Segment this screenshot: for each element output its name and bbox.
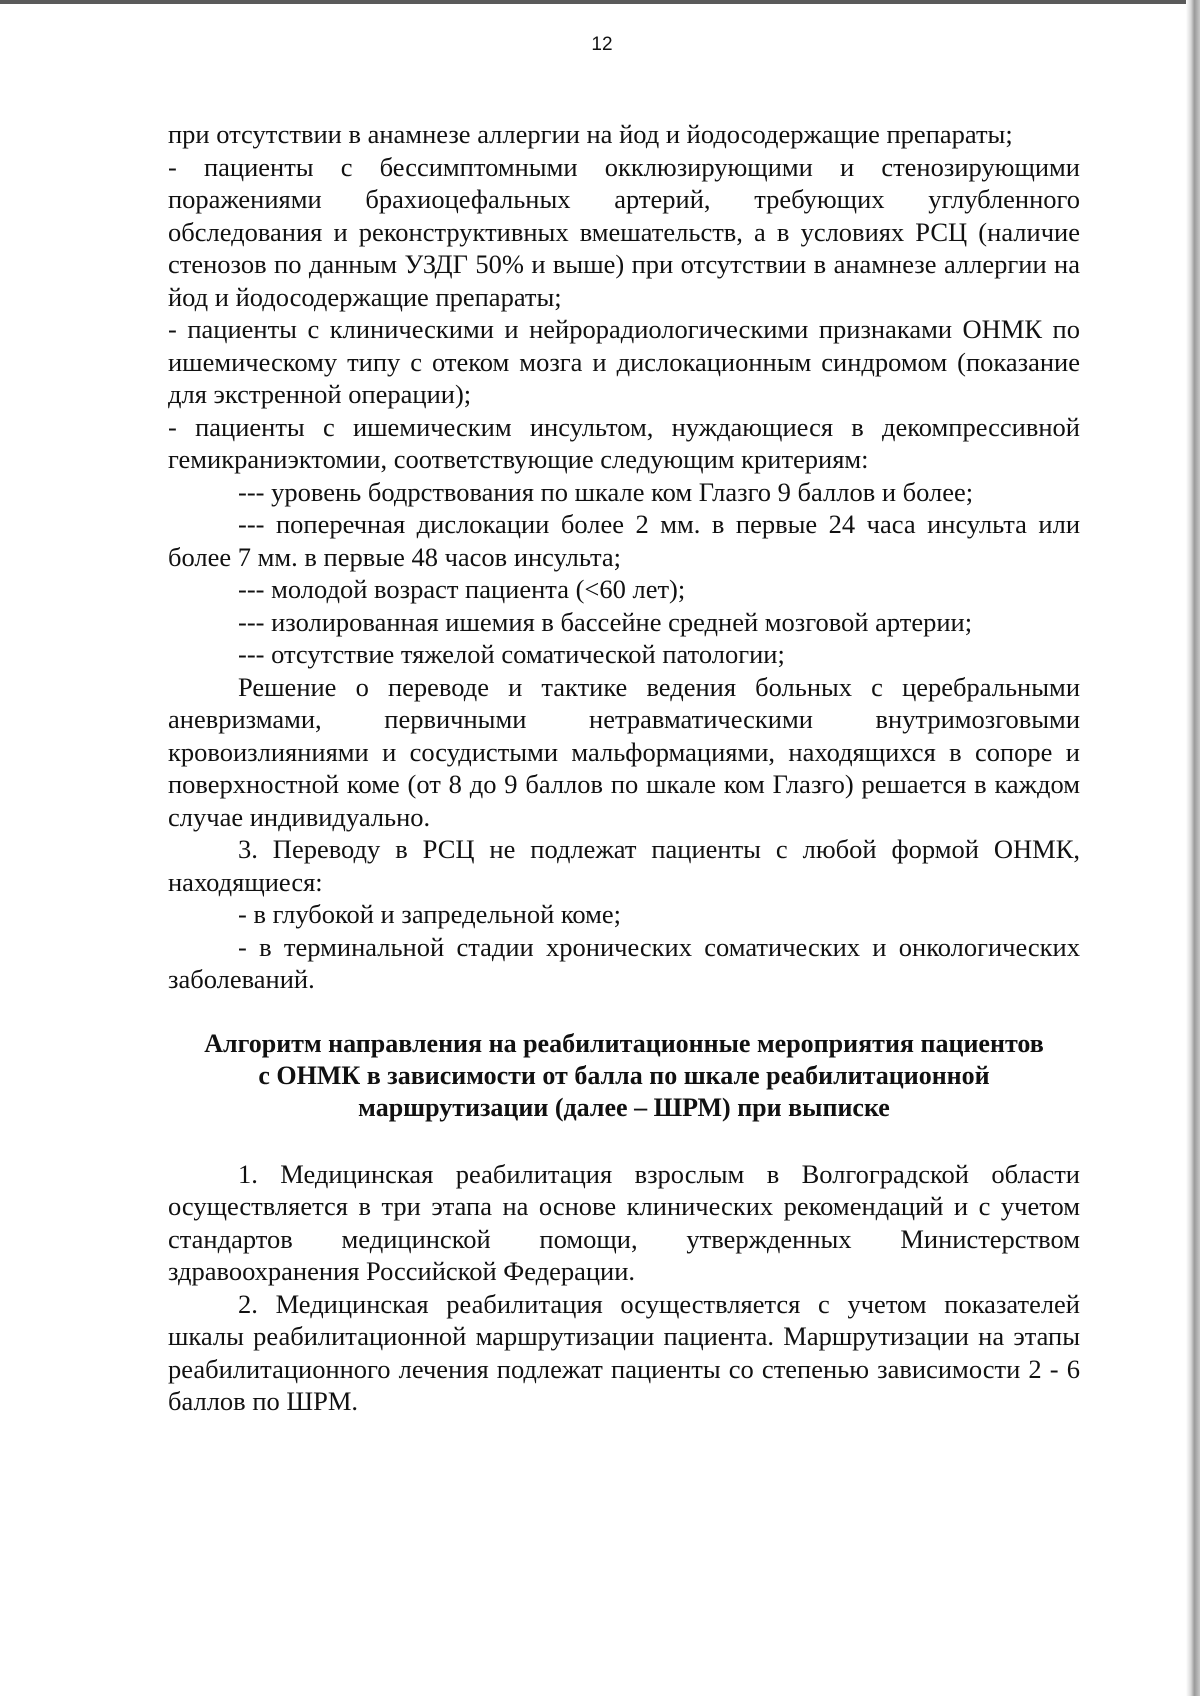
criteria-item-2: --- поперечная дислокации более 2 мм. в первые 24 часа инсульта или более 7 мм. в первые 48 часов инсульта; (168, 509, 1080, 572)
scan-border-top (0, 0, 1200, 4)
document-body (168, 118, 1080, 1418)
rehab-paragraph-1: 1. Медицинская реабилитация взрослым в Волгоградской области осуществляется в три этапа на основе клинических рекомендаций и с учетом стандартов медицинской помощи, утвержденных Министерством здравоохранения Российской Федерации. (168, 1158, 1080, 1286)
paragraph-1: при отсутствии в анамнезе аллергии на йод и йодосодержащие препараты; (168, 119, 1013, 149)
section-heading (168, 1028, 1080, 1124)
decision-paragraph: Решение о переводе и тактике ведения больных с церебральными аневризмами, первичными нетравматическими внутримозговыми кровоизлияниями и сосудистыми мальформациями, находящихся в сопоре и поверхностной коме (от 8 до 9 баллов по шкале ком Глазго) решается в каждом случае индивидуально. (168, 671, 1080, 832)
paragraph-2: - пациенты с бессимптомными окклюзирующими и стенозирующими поражениями брахиоцефальных артерий, требующих углубленного обследования и реконструктивных вмешательств, а в условиях РСЦ (наличие стенозов по данным УЗДГ 50% и выше) при отсутствии в анамнезе аллергии на йод и йодосодержащие препараты; (168, 151, 1080, 312)
criteria-item-3: --- молодой возраст пациента (<60 лет); (238, 574, 686, 604)
page-number: 12 (591, 34, 613, 55)
rehab-paragraph-2: 2. Медицинская реабилитация осуществляется с учетом показателей шкалы реабилитационной маршрутизации пациента. Маршрутизации на этапы реабилитационного лечения подлежат пациенты со степенью зависимости 2 - 6 баллов по ШРМ. (168, 1288, 1080, 1416)
heading-line-2: с ОНМК в зависимости от балла по шкале реабилитационной (258, 1060, 990, 1090)
heading-line-1: Алгоритм направления на реабилитационные мероприятия пациентов (204, 1028, 1044, 1058)
scan-border-right (1186, 0, 1200, 1696)
item-3-paragraph: 3. Переводу в РСЦ не подлежат пациенты с любой формой ОНМК, находящиеся: (168, 834, 1080, 897)
criteria-item-4: --- изолированная ишемия в бассейне средней мозговой артерии; (238, 606, 973, 637)
exclusion-item-2: - в терминальной стадии хронических соматических и онкологических заболеваний. (168, 931, 1080, 994)
exclusion-item-1: - в глубокой и запредельной коме; (238, 899, 622, 929)
paragraph-4: - пациенты с ишемическим инсультом, нуждающиеся в декомпрессивной гемикраниэктомии, соответствующие следующим критериям: (168, 411, 1080, 474)
criteria-item-1: --- уровень бодрствования по шкале ком Глазго 9 баллов и более; (238, 476, 974, 507)
heading-line-3: маршрутизации (далее – ШРМ) при выписке (358, 1092, 890, 1122)
paragraph-3: - пациенты с клиническими и нейрорадиологическими признаками ОНМК по ишемическому типу с отеком мозга и дислокационным синдромом (показание для экстренной операции); (168, 314, 1080, 409)
criteria-item-5: --- отсутствие тяжелой соматической патологии; (238, 639, 785, 669)
